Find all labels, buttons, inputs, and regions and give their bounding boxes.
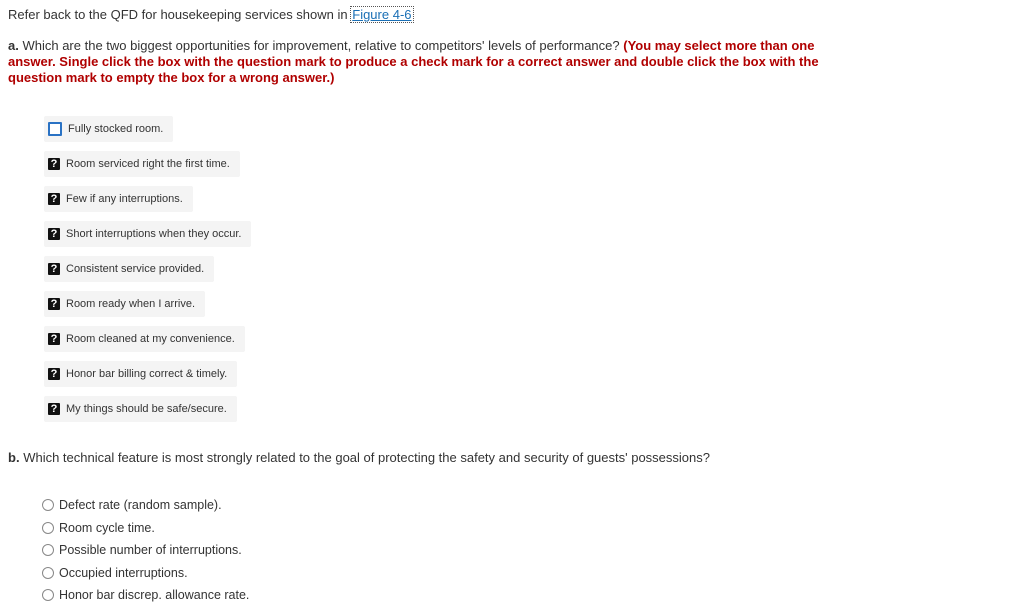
check-option-label: My things should be safe/secure. — [66, 403, 227, 415]
question-b-text: Which technical feature is most strongly related to the goal of protecting the safety and security of guests' possessions? — [23, 450, 710, 465]
radio-option-label: Room cycle time. — [59, 520, 155, 535]
check-option — [44, 361, 251, 396]
radio-option[interactable] — [42, 584, 249, 607]
check-option — [44, 186, 251, 221]
radio-button-icon[interactable] — [42, 589, 54, 601]
check-option-label: Room cleaned at my convenience. — [66, 333, 235, 345]
check-option-label: Fully stocked room. — [68, 123, 164, 135]
question-mark-checkbox-icon[interactable]: ? — [48, 403, 60, 415]
question-mark-checkbox-icon[interactable]: ? — [48, 368, 60, 380]
check-option-pill[interactable] — [44, 186, 193, 212]
check-option — [44, 151, 251, 186]
radio-button-icon[interactable] — [42, 567, 54, 579]
check-option — [44, 291, 251, 326]
check-option-label: Room ready when I arrive. — [66, 298, 195, 310]
check-option-pill[interactable] — [44, 116, 173, 142]
radio-option-label: Honor bar discrep. allowance rate. — [59, 588, 250, 603]
question-b-label: b. — [8, 450, 20, 465]
radio-option[interactable] — [42, 562, 249, 585]
radio-option-label: Occupied interruptions. — [59, 565, 188, 580]
check-option-label: Short interruptions when they occur. — [66, 228, 242, 240]
check-option-pill[interactable] — [44, 361, 237, 387]
check-option-label: Room serviced right the first time. — [66, 158, 230, 170]
question-a-label: a. — [8, 38, 19, 53]
figure-link[interactable]: Figure 4-6 — [352, 7, 412, 22]
check-option-label: Consistent service provided. — [66, 263, 205, 275]
check-option-pill[interactable] — [44, 221, 251, 247]
check-option — [44, 326, 251, 361]
question-mark-checkbox-icon[interactable]: ? — [48, 193, 60, 205]
question-b-options — [42, 494, 249, 607]
check-option — [44, 116, 251, 151]
check-option-pill[interactable] — [44, 291, 205, 317]
check-option — [44, 396, 251, 431]
question-mark-checkbox-icon[interactable]: ? — [48, 298, 60, 310]
question-b — [8, 450, 710, 465]
intro-line — [8, 7, 413, 22]
check-option-pill[interactable] — [44, 396, 237, 422]
radio-button-icon[interactable] — [42, 499, 54, 511]
question-a-text: Which are the two biggest opportunities for improvement, relative to competitors' levels of performance? — [22, 38, 620, 53]
check-option-pill[interactable] — [44, 256, 214, 282]
check-option-label: Few if any interruptions. — [66, 193, 183, 205]
question-mark-checkbox-icon[interactable]: ? — [48, 158, 60, 170]
check-option-pill[interactable] — [44, 151, 240, 177]
question-a — [8, 38, 828, 86]
radio-button-icon[interactable] — [42, 544, 54, 556]
empty-checkbox-icon[interactable] — [48, 122, 62, 136]
question-a-options — [44, 116, 251, 431]
question-mark-checkbox-icon[interactable]: ? — [48, 333, 60, 345]
radio-option-label: Possible number of interruptions. — [59, 543, 242, 558]
intro-text: Refer back to the QFD for housekeeping services shown in — [8, 7, 348, 22]
radio-button-icon[interactable] — [42, 522, 54, 534]
radio-option-label: Defect rate (random sample). — [59, 498, 222, 513]
radio-option[interactable] — [42, 494, 249, 517]
question-mark-checkbox-icon[interactable]: ? — [48, 228, 60, 240]
check-option — [44, 256, 251, 291]
check-option — [44, 221, 251, 256]
radio-option[interactable] — [42, 539, 249, 562]
check-option-label: Honor bar billing correct & timely. — [66, 368, 228, 380]
radio-option[interactable] — [42, 517, 249, 540]
question-a-instruction: (You may select more than one answer. Single click the box with the question mark to produce a check mark for a correct answer and double click the box with the question mark to empty the box for a wrong answer.) — [8, 38, 819, 85]
check-option-pill[interactable] — [44, 326, 245, 352]
question-mark-checkbox-icon[interactable]: ? — [48, 263, 60, 275]
